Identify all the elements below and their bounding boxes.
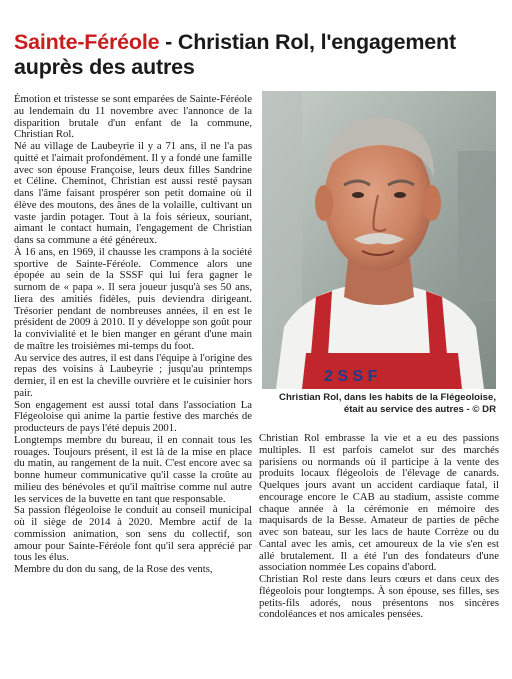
portrait-photo (262, 91, 496, 389)
paragraph: Sa passion flégeoloise le conduit au conseil municipal où il siège de 2014 à 2020. Membre actif de la commission animation, son sens du collectif, son amour pour Sainte-Féréole font qu'il sera apprécié par tous les élus. (14, 504, 252, 564)
paragraph: Né au village de Laubeyrie il y a 71 ans, il ne l'a pas quitté et l'aimait profondément. Il y a fondé une famille avec son épouse Françoise, leurs deux filles Sandrine et Céline. Cheminot, Christian est aussi resté paysan dans l'âme faisant prospérer son petit domaine où il élève des moutons, des ânes de la volaille, cultivant un vaste jardin potager. Tout à la fois sérieux, souriant, aimant le contact humain, l'engagement de Christian dans sa commune a été généreux. (14, 140, 252, 246)
paragraph: À 16 ans, en 1969, il chausse les crampons à la société sportive de Sainte-Féréole. Commence alors une épopée au sein de la SSSF qui lui fera gagner le surnom de « papa ». Il sera joueur jusqu'à ses 50 ans, liera des amitiés fidèles, puis deviendra dirigeant. Trésorier pendant de nombreuses années, il en est le président de 2009 à 2010. Il y développe son goût pour la convivialité et le bien manger en gérant d'une main de maître les troisièmes mi-temps du foot. (14, 245, 252, 352)
paragraph: Émotion et tristesse se sont emparées de Sainte-Féréole au lendemain du 11 novembre avec l'annonce de la disparition brutale d'un enfant de la commune, Christian Rol. (14, 93, 252, 141)
paragraph: Son engagement est aussi total dans l'association La Flégeoloise qui anime la partie festive des marchés de producteurs de pays l'été depuis 2001. (14, 398, 252, 434)
paragraph: Membre du don du sang, de la Rose des vents, (14, 563, 213, 575)
article-column-right (259, 433, 499, 621)
paragraph: Au service des autres, il est dans l'équipe à l'origine des repas des voisins à Laubeyrie ; jusqu'au printemps dernier, il en est la cheville ouvrière et le cuisinier hors pair. (14, 351, 252, 399)
photo-caption: Christian Rol, dans les habits de la Flégeoloise, était au service des autres - © DR (279, 392, 496, 415)
headline-title: - Christian Rol, l'engagement auprès des autres (14, 30, 456, 80)
paragraph: Christian Rol embrasse la vie et a eu des passions multiples. Il est parfois camelot sur des marchés parisiens ou normands où il participe à la vente des produits locaux flégeolois de l'élevage de canards. Quelques jours avant un accident cardiaque fatal, il encourage encore le CAB au stadium, assiste comme chaque année à la cérémonie en mémoire des maquisards de la Besse. Amateur de parties de pêche avec son bateau, sur les lacs de haute Corrèze ou du Cantal avec les amis, cet amoureux de la vie s'en est allé brutalement. Il a été l'un des fondateurs d'une association nommée Les copains d'abord. (259, 432, 499, 574)
shirt-print: 2 S S F (324, 368, 378, 385)
paragraph: Longtemps membre du bureau, il en connait tous les rouages. Toujours présent, il est là de la mise en place du matin, au rangement de la nuit. C'est encore avec sa bonne humeur communicative qu'il casse la croûte au milieu des bénévoles et qu'il maîtrise comme nul autre les services de la buvette en tant que responsable. (14, 433, 252, 505)
article-column-left (14, 94, 252, 576)
paragraph: Christian Rol reste dans leurs cœurs et dans ceux des flégeolois pour longtemps. À son épouse, ses filles, ses petits-fils adorés, nous présentons nos sincères condoléances et nos amicales pensées. (259, 573, 499, 621)
headline-place: Sainte-Féréole (14, 30, 160, 55)
portrait-illustration (262, 91, 496, 389)
article-headline (14, 30, 504, 80)
